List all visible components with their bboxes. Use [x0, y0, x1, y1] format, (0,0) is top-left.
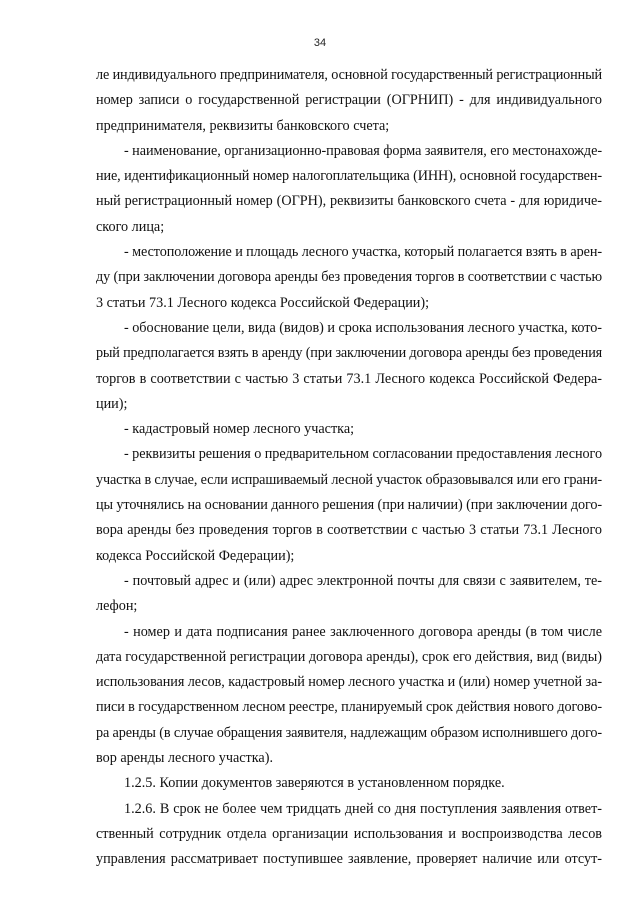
paragraph [96, 771, 602, 796]
text-line: 3 статьи 73.1 Лесного кодекса Российской Федерации); [96, 294, 430, 311]
paragraph [96, 442, 602, 568]
text-line: ле индивидуального предпринимателя, основной государственный регистрационный [96, 67, 602, 83]
text-line: вор аренды лесного участка). [96, 750, 274, 767]
paragraph [96, 63, 602, 139]
text-line: ции); [96, 395, 128, 412]
text-line: - обоснование цели, вида (видов) и срока использования лесного участка, кото- [124, 319, 602, 336]
text-line: - реквизиты решения о предварительном согласовании предоставления лесного [124, 446, 602, 463]
text-line: писи в государственном лесном реестре, планируемый срок действия нового догово- [96, 699, 602, 716]
paragraph [96, 240, 602, 316]
text-line: 1.2.6. В срок не более чем тридцать дней со дня поступления заявления ответ- [124, 800, 602, 817]
text-line: ственный сотрудник отдела организации использования и воспроизводства лесов [96, 825, 602, 842]
paragraph [96, 316, 602, 417]
paragraph [96, 569, 602, 620]
text-line: лефон; [96, 598, 138, 615]
text-line: использования лесов, кадастровый номер лесного участка и (или) номер учетной за- [96, 674, 602, 691]
paragraph [96, 417, 602, 442]
text-line: - местоположение и площадь лесного участка, который полагается взять в арен- [124, 244, 602, 261]
document-body [96, 63, 602, 873]
text-line: ра аренды (в случае обращения заявителя, надлежащим образом исполнившего дого- [96, 724, 602, 741]
paragraph [96, 797, 602, 873]
page-number: 34 [313, 37, 327, 49]
text-line: дата государственной регистрации договора аренды), срок его действия, вид (виды) [96, 648, 602, 665]
text-line: - наименование, организационно-правовая форма заявителя, его местонахожде- [124, 142, 602, 159]
text-line: участка в случае, если испрашиваемый лесной участок образовывался или его грани- [96, 471, 603, 488]
text-line: ный регистрационный номер (ОГРН), реквизиты банковского счета - для юридиче- [96, 193, 602, 210]
text-line: управления рассматривает поступившее заявление, проверяет наличие или отсут- [96, 851, 602, 868]
text-line: торгов в соответствии с частью 3 статьи 73.1 Лесного кодекса Российской Федера- [96, 370, 602, 387]
text-line: рый предполагается взять в аренду (при заключении договора аренды без проведения [96, 345, 602, 362]
text-line: кодекса Российской Федерации); [96, 547, 295, 564]
text-line: вора аренды без проведения торгов в соответствии с частью 3 статьи 73.1 Лесного [96, 522, 602, 539]
text-line: 1.2.5. Копии документов заверяются в установленном порядке. [124, 775, 505, 792]
text-line: ние, идентификационный номер налогоплательщика (ИНН), основной государствен- [96, 168, 603, 185]
text-line: - номер и дата подписания ранее заключенного договора аренды (в том числе [124, 623, 602, 640]
text-line: номер записи о государственной регистрации (ОГРНИП) - для индивидуального [96, 92, 602, 109]
text-line: цы уточнялись на основании данного решения (при наличии) (при заключении дого- [96, 497, 603, 514]
paragraph [96, 620, 602, 772]
text-line: - кадастровый номер лесного участка; [124, 421, 355, 438]
text-line: ского лица; [96, 218, 165, 235]
text-line: предпринимателя, реквизиты банковского счета; [96, 117, 390, 134]
text-line: ду (при заключении договора аренды без проведения торгов в соответствии с частью [96, 269, 602, 286]
text-line: - почтовый адрес и (или) адрес электронной почты для связи с заявителем, те- [124, 572, 602, 589]
paragraph [96, 139, 602, 240]
